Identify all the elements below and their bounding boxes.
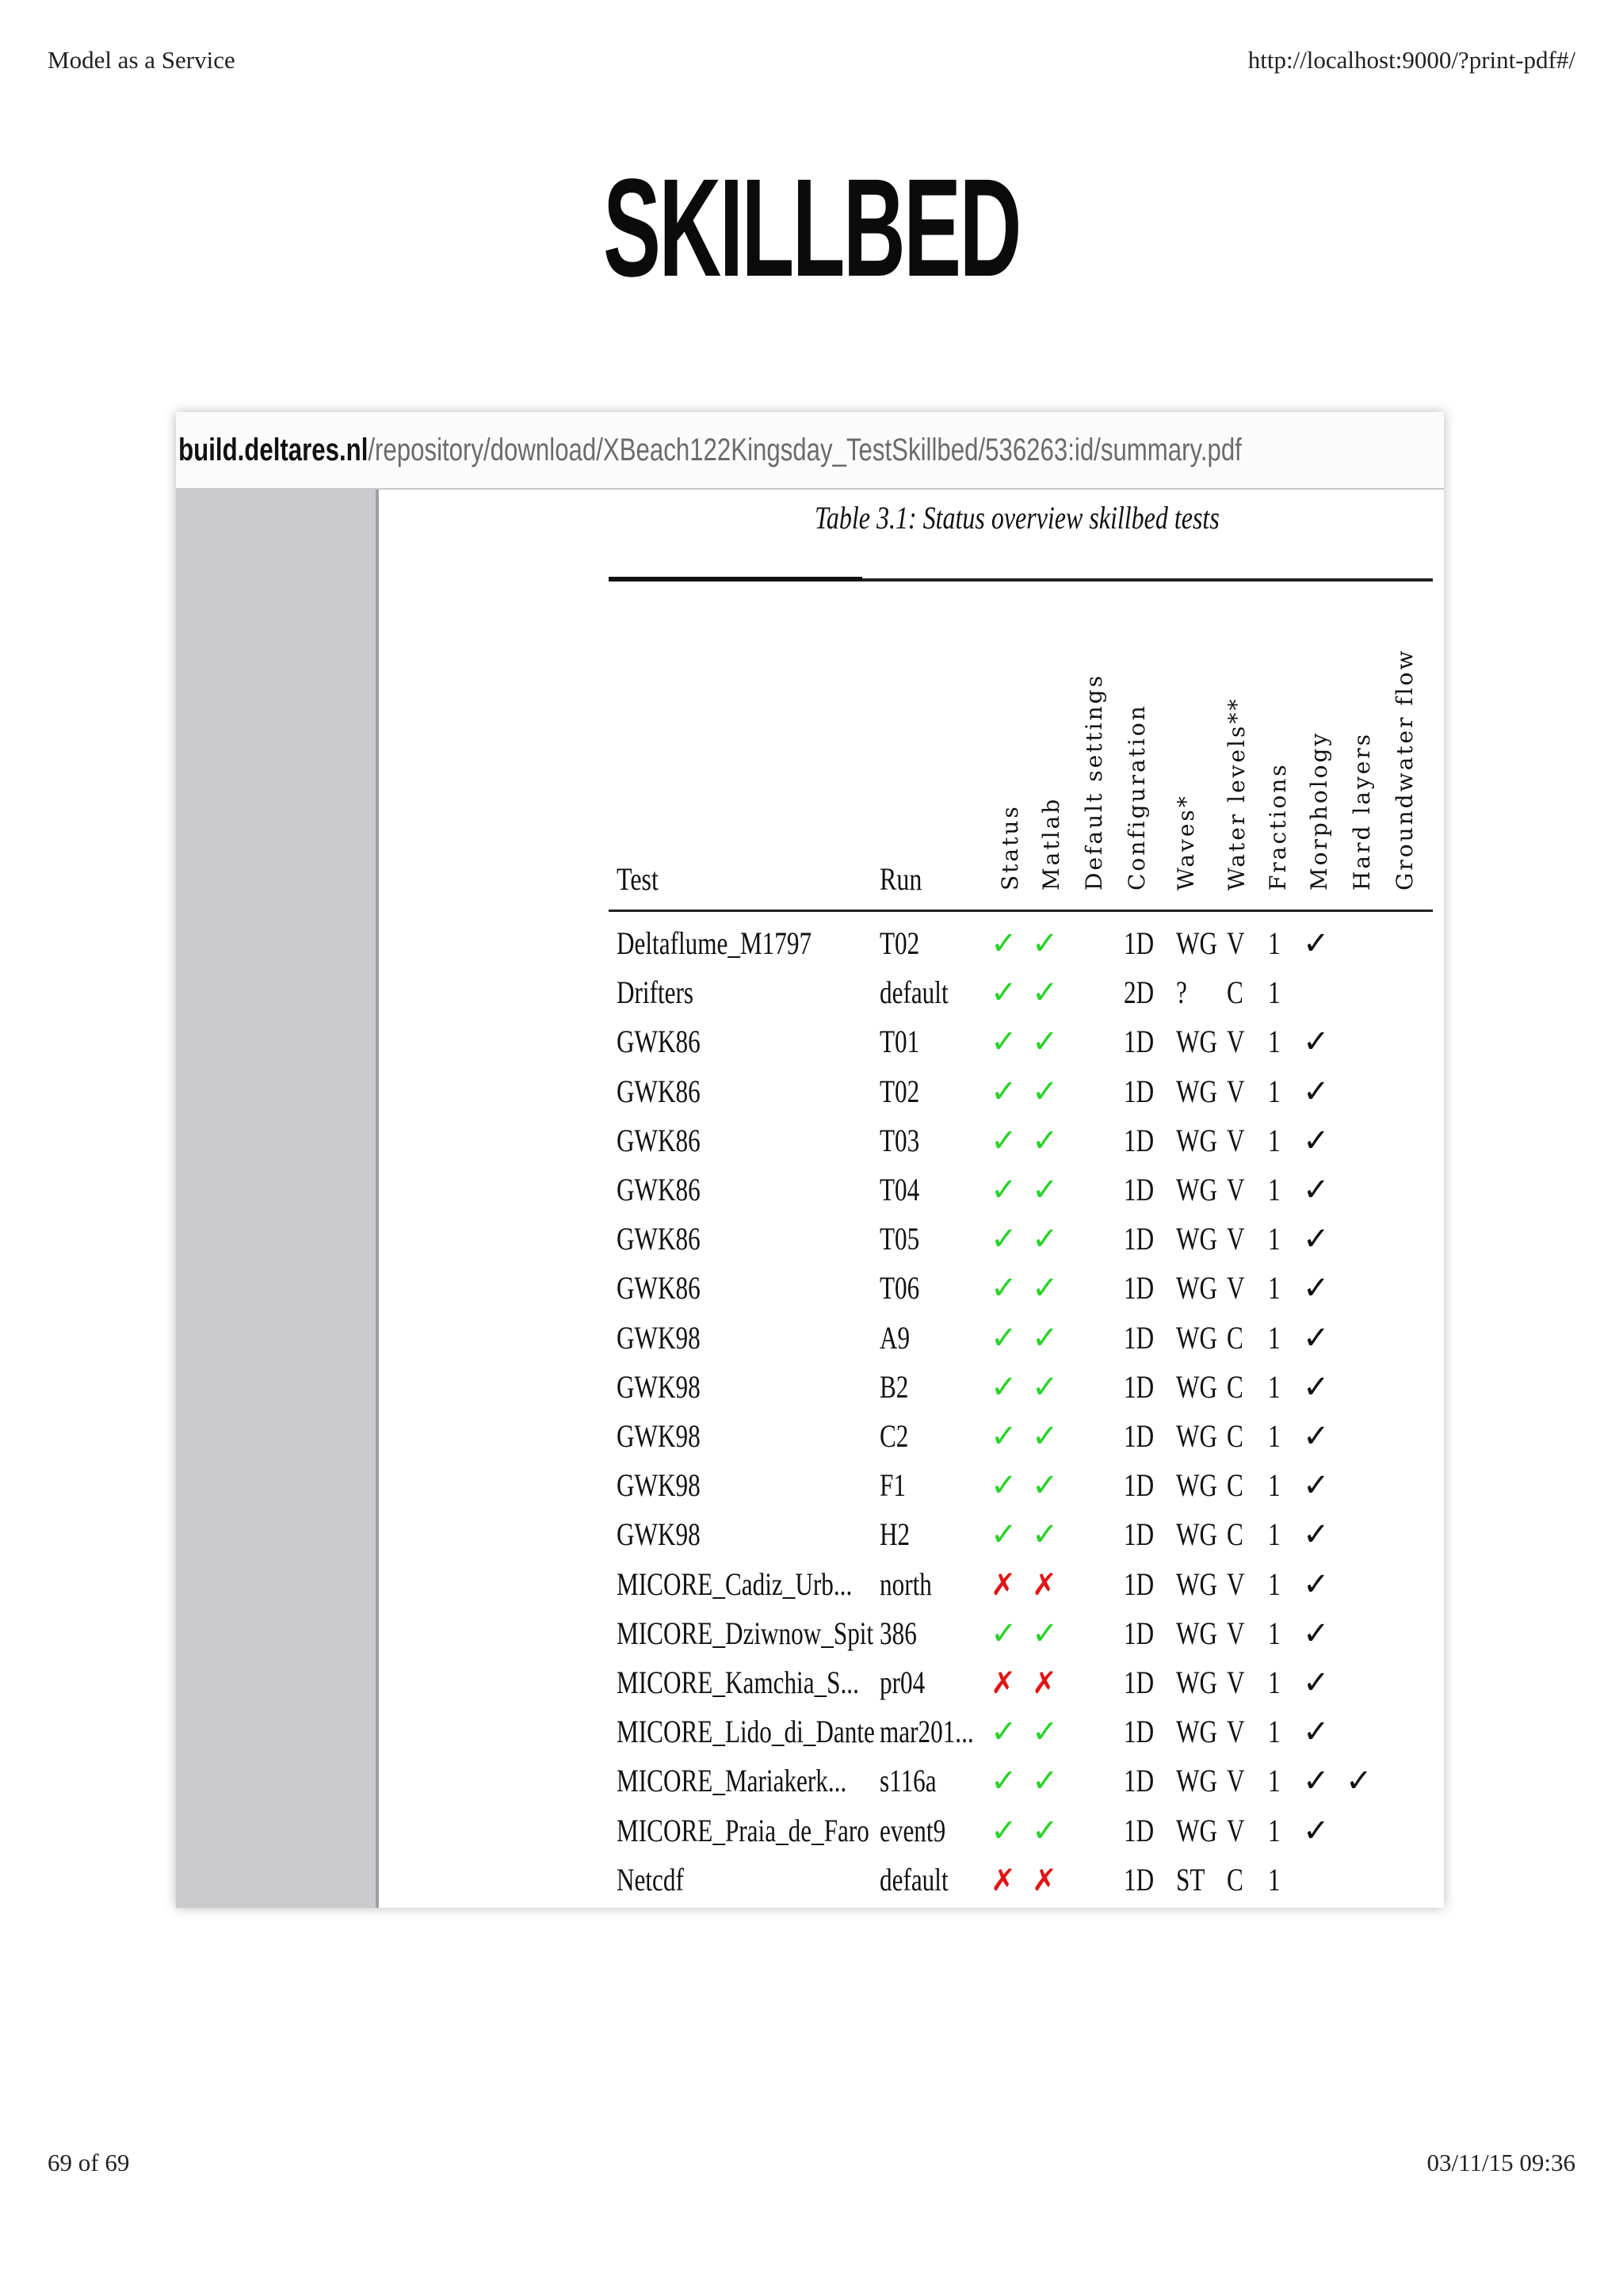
cell-status: ✗ [991,1665,1016,1700]
cell-waves: WG [1176,1615,1217,1651]
cell-matlab: ✓ [1032,1714,1059,1751]
table-row [176,919,1444,968]
table-row [176,1855,1444,1905]
header-default-settings-label: Default settings [1081,673,1107,891]
cell-matlab: ✓ [1032,1172,1059,1208]
table-row [176,1461,1444,1510]
table-row [176,1609,1444,1658]
cell-test: GWK86 [617,1270,701,1306]
cell-matlab: ✓ [1032,1024,1059,1061]
cell-configuration: 1D [1124,1073,1155,1109]
cell-waves: ST [1176,1861,1205,1897]
table-row [176,1658,1444,1707]
cell-status: ✓ [991,1615,1018,1652]
cell-run: T01 [880,1024,920,1060]
cell-run: F1 [880,1467,906,1504]
cell-morphology: ✓ [1303,1024,1330,1061]
header-groundwater-flow-label: Groundwater flow [1392,648,1418,891]
cell-fractions: 1 [1268,1861,1281,1897]
cell-configuration: 1D [1124,1221,1155,1257]
cell-waves: WG [1176,1566,1217,1602]
cell-test: GWK98 [617,1418,701,1454]
cell-status: ✓ [991,1122,1018,1159]
cell-morphology: ✓ [1303,1270,1330,1307]
cell-waves: WG [1176,1763,1217,1799]
header-morphology-label: Morphology [1306,730,1332,891]
cell-configuration: 1D [1124,1270,1155,1306]
cell-morphology: ✓ [1303,1812,1330,1849]
cell-fractions: 1 [1268,1319,1281,1356]
cell-waves: WG [1176,1812,1217,1848]
table-row [176,1510,1444,1559]
cell-test: GWK86 [617,1024,701,1060]
cell-test: Drifters [617,974,694,1011]
cell-configuration: 1D [1124,1714,1155,1750]
page-count: 69 of 69 [48,2149,130,2176]
cell-fractions: 1 [1268,1566,1281,1602]
cell-water-levels: V [1227,1024,1245,1060]
cell-configuration: 1D [1124,1812,1155,1848]
cell-status: ✓ [991,1368,1018,1405]
cell-morphology: ✓ [1303,1418,1330,1455]
cell-status: ✗ [991,1862,1016,1897]
cell-fractions: 1 [1268,1221,1281,1257]
cell-waves: WG [1176,1024,1217,1060]
cell-configuration: 1D [1124,1516,1155,1553]
cell-fractions: 1 [1268,1270,1281,1306]
cell-waves: WG [1176,925,1217,961]
cell-water-levels: V [1227,1122,1245,1158]
cell-fractions: 1 [1268,1122,1281,1158]
cell-matlab: ✓ [1032,1270,1059,1307]
cell-configuration: 1D [1124,1615,1155,1651]
cell-test: GWK86 [617,1073,701,1109]
cell-waves: WG [1176,1122,1217,1158]
cell-morphology: ✓ [1303,1665,1330,1701]
cell-waves: WG [1176,1467,1217,1504]
cell-water-levels: V [1227,925,1245,961]
table-row [176,1756,1444,1806]
cell-water-levels: V [1227,1221,1245,1257]
table-row [176,968,1444,1017]
cell-configuration: 1D [1124,1467,1155,1504]
cell-test: MICORE_Dziwnow_Spit [617,1615,874,1651]
table-row [176,1363,1444,1412]
header-fractions-label: Fractions [1265,762,1291,891]
cell-configuration: 1D [1124,1418,1155,1454]
cell-water-levels: V [1227,1073,1245,1109]
cell-waves: WG [1176,1221,1217,1257]
cell-status: ✗ [991,1566,1016,1602]
header-configuration-label: Configuration [1124,704,1150,891]
cell-run: pr04 [880,1665,926,1700]
cell-water-levels: C [1227,974,1243,1011]
embedded-screenshot [176,412,1444,1908]
cell-configuration: 1D [1124,1122,1155,1158]
cell-matlab: ✓ [1032,1319,1059,1356]
cell-fractions: 1 [1268,1763,1281,1799]
cell-configuration: 1D [1124,925,1155,961]
cell-run: s116a [880,1763,937,1799]
cell-test: MICORE_Praia_de_Faro [617,1812,869,1848]
cell-fractions: 1 [1268,1467,1281,1504]
cell-morphology: ✓ [1303,1714,1330,1751]
cell-matlab: ✓ [1032,925,1059,962]
table-row [176,1017,1444,1066]
cell-matlab: ✗ [1032,1665,1057,1700]
print-timestamp: 03/11/15 09:36 [1426,2149,1575,2176]
cell-matlab: ✓ [1032,1221,1059,1258]
cell-morphology: ✓ [1303,1221,1330,1258]
cell-morphology: ✓ [1303,1566,1330,1603]
cell-test: GWK98 [617,1368,701,1405]
cell-run: T03 [880,1122,920,1158]
cell-waves: WG [1176,1172,1217,1207]
cell-run: default [880,1861,949,1897]
cell-run: T06 [880,1270,920,1306]
cell-hard-layers: ✓ [1346,1763,1373,1800]
cell-water-levels: V [1227,1665,1245,1700]
cell-matlab: ✓ [1032,1812,1059,1849]
cell-configuration: 1D [1124,1172,1155,1207]
cell-fractions: 1 [1268,1418,1281,1454]
cell-morphology: ✓ [1303,1122,1330,1159]
cell-water-levels: C [1227,1516,1243,1553]
table-row [176,1215,1444,1264]
cell-run: 386 [880,1615,917,1651]
cell-status: ✓ [991,1714,1018,1751]
header-test: Test [617,861,659,897]
cell-waves: WG [1176,1270,1217,1306]
cell-waves: WG [1176,1418,1217,1454]
cell-morphology: ✓ [1303,1467,1330,1505]
cell-water-levels: C [1227,1368,1243,1405]
cell-matlab: ✓ [1032,1122,1059,1159]
url-path: /repository/download/XBeach122Kingsday_TestSkillbed/536263:id/summary.pdf [368,433,1242,467]
cell-run: H2 [880,1516,911,1553]
header-matlab-label: Matlab [1038,796,1064,891]
cell-run: north [880,1566,932,1602]
cell-morphology: ✓ [1303,1615,1330,1652]
cell-configuration: 1D [1124,1024,1155,1060]
cell-status: ✓ [991,1172,1018,1208]
cell-fractions: 1 [1268,1812,1281,1848]
table-row [176,1314,1444,1363]
table-row [176,1116,1444,1165]
cell-run: C2 [880,1418,909,1454]
cell-water-levels: C [1227,1319,1243,1356]
table-row [176,1707,1444,1756]
cell-water-levels: V [1227,1270,1245,1306]
print-header [48,46,1575,74]
cell-matlab: ✓ [1032,1516,1059,1554]
cell-water-levels: C [1227,1861,1243,1897]
cell-configuration: 2D [1124,974,1155,1011]
cell-water-levels: V [1227,1812,1245,1848]
cell-status: ✓ [991,1024,1018,1061]
cell-status: ✓ [991,1270,1018,1307]
cell-test: MICORE_Mariakerk... [617,1763,847,1799]
cell-run: T02 [880,1073,920,1109]
cell-test: GWK86 [617,1122,701,1158]
url-bar[interactable] [176,412,1444,490]
cell-morphology: ✓ [1303,1172,1330,1208]
table-header-rule [609,910,1433,912]
cell-water-levels: V [1227,1714,1245,1750]
table-row [176,1165,1444,1215]
header-run: Run [880,861,922,897]
cell-fractions: 1 [1268,1368,1281,1405]
table-row [176,1264,1444,1313]
cell-fractions: 1 [1268,1714,1281,1750]
cell-run: mar201... [880,1714,974,1750]
cell-morphology: ✓ [1303,1516,1330,1554]
cell-fractions: 1 [1268,1665,1281,1700]
cell-waves: WG [1176,1368,1217,1405]
cell-matlab: ✓ [1032,1073,1059,1110]
cell-water-levels: V [1227,1615,1245,1651]
cell-water-levels: V [1227,1172,1245,1207]
cell-morphology: ✓ [1303,1368,1330,1405]
table-caption: Table 3.1: Status overview skillbed tests [815,500,1220,536]
cell-morphology: ✓ [1303,1073,1330,1110]
table-top-rule-dark [609,577,862,581]
cell-fractions: 1 [1268,1024,1281,1060]
cell-fractions: 1 [1268,1615,1281,1651]
cell-test: Netcdf [617,1861,684,1897]
cell-configuration: 1D [1124,1861,1155,1897]
cell-waves: WG [1176,1714,1217,1750]
cell-run: T02 [880,925,920,961]
cell-matlab: ✓ [1032,1615,1059,1652]
cell-morphology: ✓ [1303,1319,1330,1356]
cell-status: ✓ [991,925,1018,962]
print-header-url: http://localhost:9000/?print-pdf#/ [1247,46,1575,74]
header-waves-label: Waves* [1173,794,1199,891]
slide-title: SKILLBED [603,151,1020,306]
cell-matlab: ✓ [1032,1467,1059,1505]
cell-waves: ? [1176,974,1187,1011]
cell-configuration: 1D [1124,1566,1155,1602]
cell-matlab: ✓ [1032,1763,1059,1800]
cell-matlab: ✓ [1032,1418,1059,1455]
cell-run: B2 [880,1368,909,1405]
cell-water-levels: V [1227,1763,1245,1799]
cell-morphology: ✓ [1303,1763,1330,1800]
cell-run: A9 [880,1319,911,1356]
header-status-label: Status [997,804,1023,891]
header-hard-layers-label: Hard layers [1349,731,1375,891]
cell-test: GWK86 [617,1172,701,1207]
cell-waves: WG [1176,1665,1217,1700]
cell-waves: WG [1176,1073,1217,1109]
cell-fractions: 1 [1268,1516,1281,1553]
cell-water-levels: V [1227,1566,1245,1602]
cell-test: MICORE_Cadiz_Urb... [617,1566,853,1602]
table-row [176,1560,1444,1609]
cell-matlab: ✓ [1032,974,1059,1012]
cell-fractions: 1 [1268,974,1281,1011]
table-row [176,1806,1444,1855]
cell-test: Deltaflume_M1797 [617,925,812,961]
cell-matlab: ✗ [1032,1566,1057,1602]
cell-test: GWK98 [617,1467,701,1504]
cell-status: ✓ [991,1073,1018,1110]
cell-status: ✓ [991,1418,1018,1455]
url-domain: build.deltares.nl [178,433,369,467]
cell-status: ✓ [991,1516,1018,1554]
cell-water-levels: C [1227,1467,1243,1504]
cell-matlab: ✗ [1032,1862,1057,1897]
cell-fractions: 1 [1268,925,1281,961]
cell-status: ✓ [991,1319,1018,1356]
cell-fractions: 1 [1268,1073,1281,1109]
cell-status: ✓ [991,974,1018,1012]
cell-waves: WG [1176,1516,1217,1553]
cell-water-levels: C [1227,1418,1243,1454]
cell-matlab: ✓ [1032,1368,1059,1405]
cell-test: MICORE_Lido_di_Dante [617,1714,875,1750]
cell-run: default [880,974,949,1011]
cell-test: MICORE_Kamchia_S... [617,1665,859,1700]
cell-fractions: 1 [1268,1172,1281,1207]
cell-test: GWK86 [617,1221,701,1257]
cell-configuration: 1D [1124,1665,1155,1700]
cell-status: ✓ [991,1812,1018,1849]
cell-configuration: 1D [1124,1368,1155,1405]
cell-status: ✓ [991,1467,1018,1505]
cell-configuration: 1D [1124,1319,1155,1356]
print-header-title: Model as a Service [48,46,235,74]
header-water-levels-label: Water levels** [1224,696,1250,891]
cell-status: ✓ [991,1221,1018,1258]
cell-configuration: 1D [1124,1763,1155,1799]
cell-waves: WG [1176,1319,1217,1356]
print-footer [48,2149,1575,2177]
cell-test: GWK98 [617,1319,701,1356]
cell-run: T04 [880,1172,920,1207]
table-row [176,1067,1444,1116]
cell-run: T05 [880,1221,920,1257]
cell-run: event9 [880,1812,946,1848]
cell-test: GWK98 [617,1516,701,1553]
cell-status: ✓ [991,1763,1018,1800]
table-row [176,1412,1444,1461]
cell-morphology: ✓ [1303,925,1330,962]
